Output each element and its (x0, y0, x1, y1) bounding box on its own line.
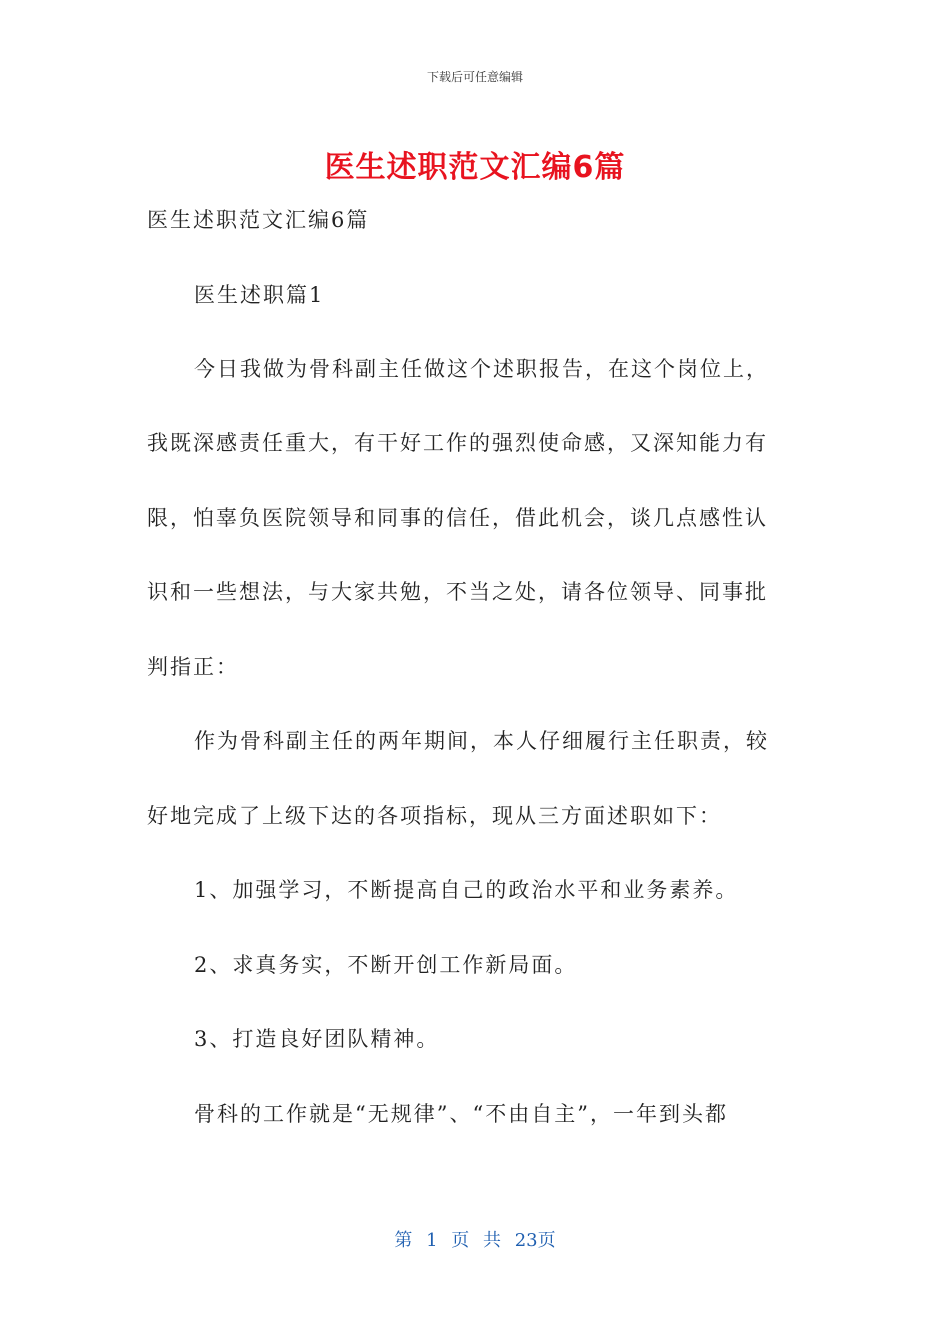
list-item-3: 3、打造良好团队精神。 (194, 1027, 440, 1051)
list-item-2: 2、求真务实，不断开创工作新局面。 (194, 953, 578, 977)
body-line-1: 医生述职范文汇编6篇 (147, 208, 370, 232)
body-line-3: 今日我做为骨科副主任做这个述职报告，在这个岗位上， (194, 357, 769, 381)
page-number: 第 1 页 共 23页 (394, 1230, 556, 1251)
list-item-1: 1、加强学习，不断提高自己的政治水平和业务素养。 (194, 878, 739, 902)
header-note: 下载后可任意编辑 (426, 70, 523, 84)
body-line-9: 好地完成了上级下达的各项指标，现从三方面述职如下： (147, 804, 722, 828)
document-title: 医生述职范文汇编6篇 (324, 150, 626, 185)
body-line-7: 判指正： (147, 655, 239, 679)
body-line-5: 限，怕辜负医院领导和同事的信任，借此机会，谈几点感性认 (147, 506, 768, 530)
body-line-6: 识和一些想法，与大家共勉，不当之处，请各位领导、同事批 (147, 580, 768, 604)
body-line-13: 骨科的工作就是“无规律”、“不由自主”，一年到头都 (194, 1102, 728, 1126)
body-line-8: 作为骨科副主任的两年期间，本人仔细履行主任职责，较 (194, 729, 769, 753)
body-line-4: 我既深感责任重大，有干好工作的强烈使命感，又深知能力有 (147, 431, 768, 455)
section-heading: 医生述职篇1 (194, 283, 325, 307)
